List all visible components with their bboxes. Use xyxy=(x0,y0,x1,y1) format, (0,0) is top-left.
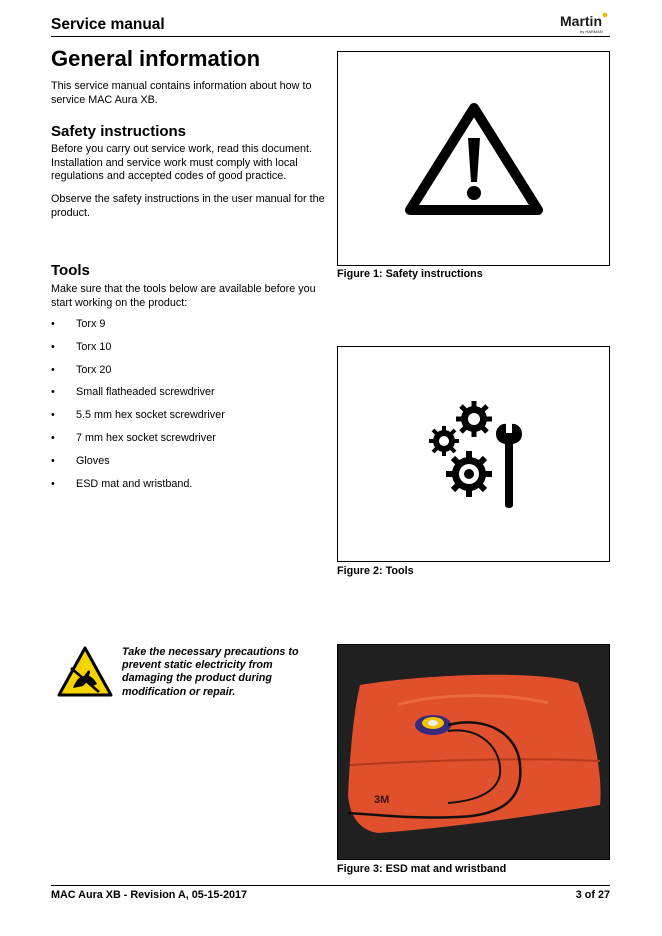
tools-intro: Make sure that the tools below are available before you start working on the product: xyxy=(51,283,316,309)
bullet: • xyxy=(51,386,55,399)
list-item: • ESD mat and wristband. xyxy=(51,477,193,490)
figure-safety xyxy=(337,51,610,266)
figure-3-caption: Figure 3: ESD mat and wristband xyxy=(337,863,507,875)
header-title: Service manual xyxy=(51,16,165,33)
figure-2-caption: Figure 2: Tools xyxy=(337,565,414,577)
esd-mat-photo xyxy=(338,645,609,859)
esd-warning-icon xyxy=(57,646,113,698)
svg-text:3M: 3M xyxy=(374,794,390,806)
gears-wrench-icon xyxy=(424,397,524,512)
bullet: • xyxy=(51,477,55,490)
svg-text:Martin: Martin xyxy=(560,13,602,29)
list-item: • 5.5 mm hex socket screwdriver xyxy=(51,409,225,422)
bullet: • xyxy=(51,363,55,376)
tools-heading: Tools xyxy=(51,262,90,279)
bullet: • xyxy=(51,431,55,444)
page-title: General information xyxy=(51,46,261,71)
footer-document-revision: MAC Aura XB - Revision A, 05-15-2017 xyxy=(51,889,248,901)
figure-tools xyxy=(337,346,610,562)
safety-heading: Safety instructions xyxy=(51,123,187,140)
footer-rule xyxy=(51,885,610,886)
list-item: • 7 mm hex socket screwdriver xyxy=(51,431,216,444)
header-rule xyxy=(51,36,610,37)
svg-text:by HARMAN: by HARMAN xyxy=(580,29,603,34)
bullet: • xyxy=(51,340,55,353)
intro-paragraph: This service manual contains information about how to service MAC Aura XB. xyxy=(51,80,312,106)
list-item: • Torx 10 xyxy=(51,340,112,353)
figure-esd-mat xyxy=(337,644,610,860)
figure-1-caption: Figure 1: Safety instructions xyxy=(337,268,483,280)
list-item: • Gloves xyxy=(51,454,110,467)
bullet: • xyxy=(51,454,55,467)
safety-paragraph-2: Observe the safety instructions in the user manual for the product. xyxy=(51,193,325,219)
warning-triangle-icon xyxy=(404,102,544,218)
bullet: • xyxy=(51,318,55,330)
martin-logo xyxy=(560,9,612,35)
safety-paragraph-1: Before you carry out service work, read this document. Installation and service work must comply with local regulations and accepted codes of good practice. xyxy=(51,143,313,182)
list-item: • Torx 9 xyxy=(51,318,106,330)
list-item: • Torx 20 xyxy=(51,363,112,376)
list-item: • Small flatheaded screwdriver xyxy=(51,386,215,399)
tools-list xyxy=(51,318,331,500)
bullet: • xyxy=(51,409,55,422)
footer-page-number: 3 of 27 xyxy=(575,889,610,901)
esd-note: Take the necessary precautions to prevent static electricity from damaging the product during modification or repair. xyxy=(122,646,299,698)
